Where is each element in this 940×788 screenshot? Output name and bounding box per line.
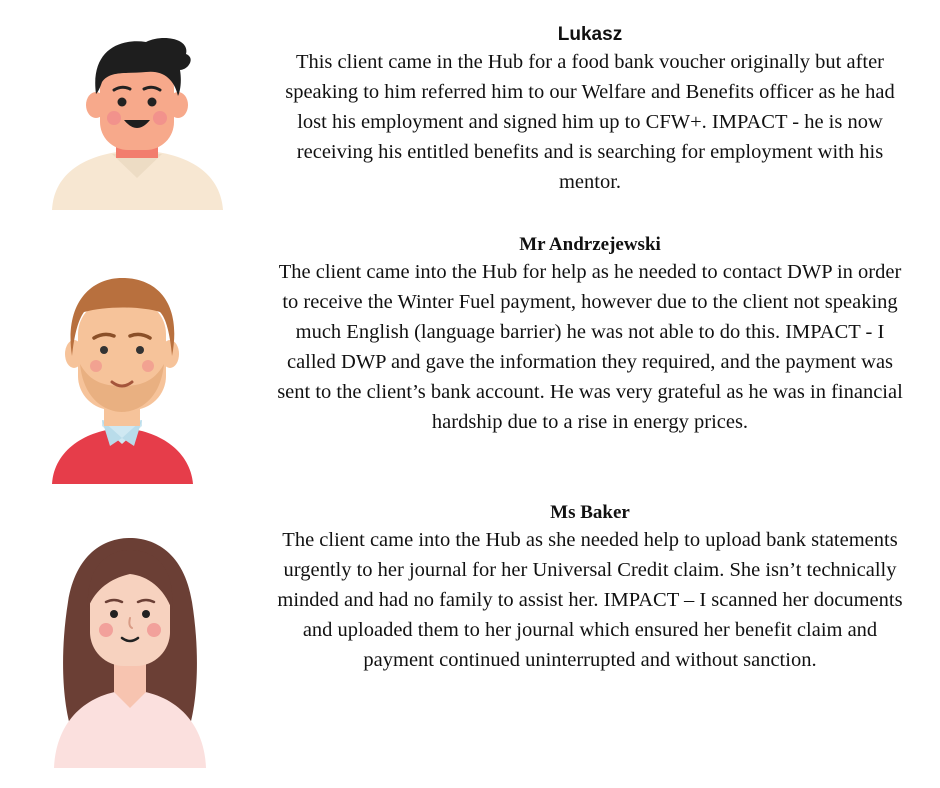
client-name: Mr Andrzejewski — [519, 234, 661, 255]
client-story-text: The client came into the Hub as she needed help to upload bank statements urgently to her journal for her Universal Credit claim. She isn’t technically minded and had no family to assist her. IMPACT – I scanned her documents and uploaded them to her journal which ensured her benefit claim and payment continued uninterrupted and without sanction. — [277, 529, 903, 671]
client-name: Lukasz — [557, 24, 623, 45]
client-name: Ms Baker — [550, 502, 630, 523]
client-story-text: This client came in the Hub for a food bank voucher originally but after speaking to him referred him to our Welfare and Benefits officer as he had lost his employment and signed him up to CFW+. IMPACT - he is now receiving his entitled benefits and is searching for employment with his mentor. — [285, 51, 895, 193]
story-lukasz — [270, 23, 910, 197]
client-story-text: The client came into the Hub for help as he needed to contact DWP in order to receive the Winter Fuel payment, however due to the client not speaking much English (language barrier) he was not able to do this. IMPACT - I called DWP and gave the information they required, and the payment was sent to the client’s bank account. He was very grateful as he was in financial hardship due to a rise in energy prices. — [277, 261, 903, 433]
older-man-avatar-icon — [50, 274, 195, 484]
young-man-avatar-icon — [50, 30, 225, 210]
story-mr-andrzejewski — [270, 233, 910, 437]
story-ms-baker — [270, 501, 910, 675]
woman-avatar-icon — [50, 532, 210, 768]
